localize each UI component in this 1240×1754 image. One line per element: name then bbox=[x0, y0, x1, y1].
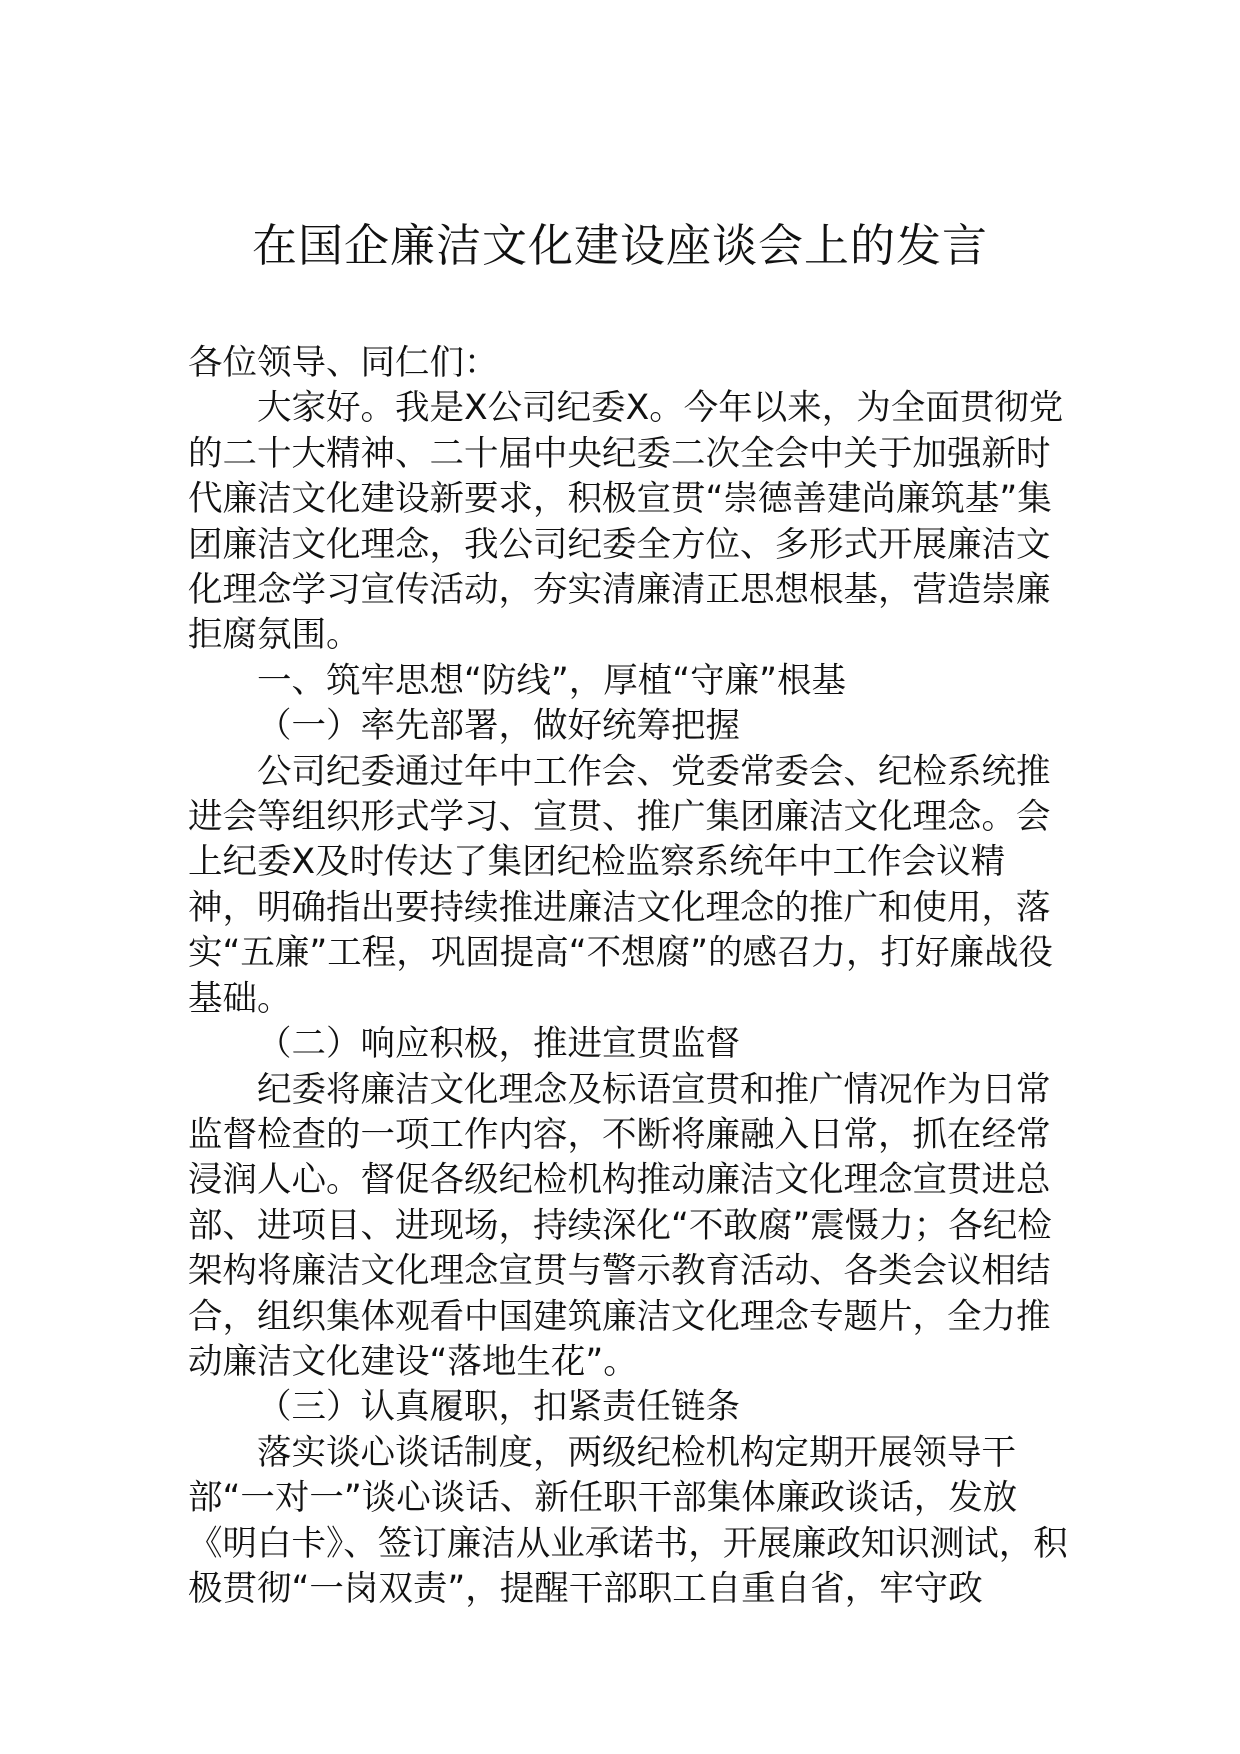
paragraph-subsection-3: 落实谈心谈话制度，两级纪检机构定期开展领导干部“一对一”谈心谈话、新任职干部集体廉政谈话，发放《明白卡》、签订廉洁从业承诺书，开展廉政知识测试，积极贯彻“一岗双责”，提醒干部职工自重自省，牢守政 bbox=[188, 1432, 1068, 1609]
subsection-heading-3: （三）认真履职，扣紧责任链条 bbox=[257, 1387, 740, 1428]
paragraph-subsection-1: 公司纪委通过年中工作会、党委常委会、纪检系统推进会等组织形式学习、宣贯、推广集团廉洁文化理念。会上纪委X及时传达了集团纪检监察系统年中工作会议精神，明确指出要持续推进廉洁文化理念的推广和使用，落实“五廉”工程，巩固提高“不想腐”的感召力，打好廉战役基础。 bbox=[188, 751, 1053, 1019]
section-heading-1: 一、筑牢思想“防线”，厚植“守廉”根基 bbox=[257, 660, 846, 701]
subsection-heading-2: （二）响应积极，推进宣贯监督 bbox=[257, 1024, 740, 1065]
salutation: 各位领导、同仁们： bbox=[188, 343, 499, 383]
document-body bbox=[188, 341, 1068, 1612]
subsection-heading-1: （一）率先部署，做好统筹把握 bbox=[257, 706, 740, 747]
paragraph-intro: 大家好。我是X公司纪委X。今年以来，为全面贯彻党的二十大精神、二十届中央纪委二次全会中关于加强新时代廉洁文化建设新要求，积极宣贯“崇德善建尚廉筑基”集团廉洁文化理念，我公司纪委全方位、多形式开展廉洁文化理念学习宣传活动，夯实清廉清正思想根基，营造崇廉拒腐氛围。 bbox=[188, 388, 1064, 656]
paragraph-subsection-2: 纪委将廉洁文化理念及标语宣贯和推广情况作为日常监督检查的一项工作内容，不断将廉融入日常，抓在经常浸润人心。督促各级纪检机构推动廉洁文化理念宣贯进总部、进项目、进现场，持续深化“不敢腐”震慑力；各纪检架构将廉洁文化理念宣贯与警示教育活动、各类会议相结合，组织集体观看中国建筑廉洁文化理念专题片，全力推动廉洁文化建设“落地生花”。 bbox=[188, 1069, 1052, 1382]
document-title: 在国企廉洁文化建设座谈会上的发言 bbox=[251, 219, 988, 272]
